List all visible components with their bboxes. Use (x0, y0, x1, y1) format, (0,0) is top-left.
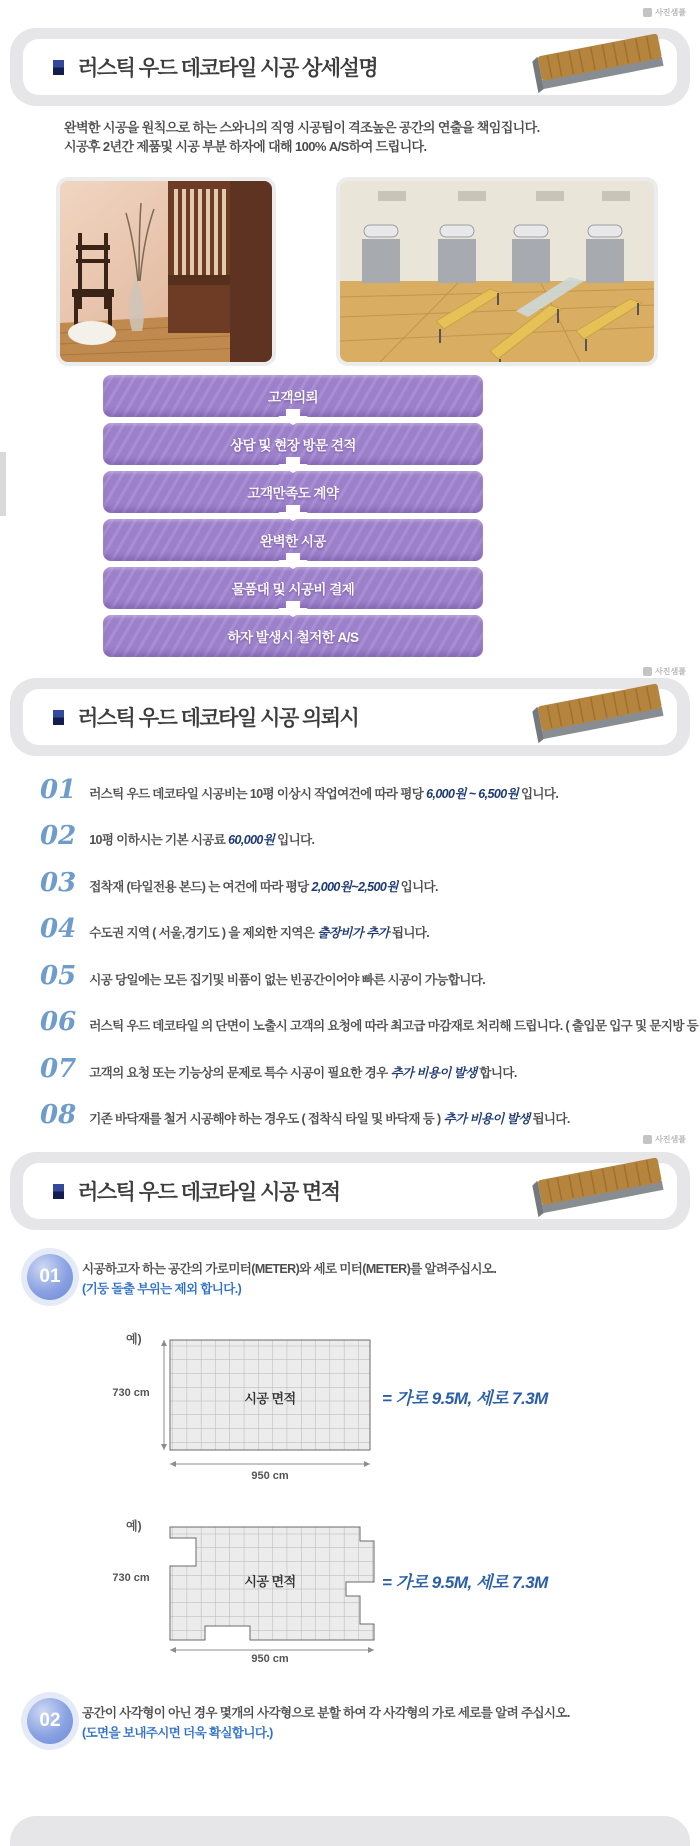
notice-text: 10평 이하시는 기본 시공료 60,000원 입니다. (89, 833, 315, 847)
photo-sample-watermark: 사진샘플 (643, 1134, 686, 1145)
wood-tile-icon (524, 31, 674, 101)
watermark-icon (643, 667, 652, 676)
notice-number: 06 (40, 1009, 77, 1036)
notice-item (40, 777, 700, 804)
step-01-badge: 01 (27, 1254, 73, 1300)
height-dimension-label: 730 cm (112, 1387, 150, 1399)
dimension-result: = 가로 9.5M, 세로 7.3M (382, 1389, 548, 1408)
notice-emphasis: 60,000원 (228, 833, 275, 847)
wood-tile-icon (524, 681, 674, 751)
notice-item (40, 916, 700, 943)
notice-number: 02 (40, 823, 77, 850)
step-01-text (82, 1259, 496, 1299)
notice-item (40, 1102, 700, 1129)
notice-text: 접착재 (타일전용 본드) 는 여건에 따라 평당 2,000원~2,500원 입니다. (89, 880, 438, 894)
notice-emphasis: 추가 비용이 발생 (443, 1112, 530, 1126)
notice-number: 08 (40, 1102, 77, 1129)
flow-step-after-service: 하자 발생시 철저한 A/S (103, 615, 483, 657)
notice-number: 03 (40, 870, 77, 897)
photo-sample-watermark: 사진샘플 (643, 7, 686, 18)
left-edge-artifact (0, 452, 6, 516)
notice-number: 05 (40, 963, 77, 990)
notice-item (40, 963, 700, 990)
notice-text: 시공 당일에는 모든 집기및 비품이 없는 빈공간이어야 빠른 시공이 가능합니다. (89, 973, 486, 987)
floor-grid-irregular (158, 1520, 384, 1660)
width-dimension-label: 950 cm (251, 1470, 289, 1482)
notice-emphasis: 2,000원~2,500원 (311, 880, 398, 894)
example-label: 예) (126, 1519, 142, 1533)
notice-item (40, 870, 700, 897)
photo-interior-showroom (336, 177, 658, 366)
section-header-install-area (10, 1152, 690, 1230)
wood-tile-icon (524, 1155, 674, 1225)
notice-text: 기존 바닥재를 철거 시공해야 하는 경우도 ( 접착식 타일 및 바닥재 등 ) 추가 비용이 발생 됩니다. (89, 1112, 570, 1126)
step-02-line-2: (도면을 보내주시면 더욱 확실합니다.) (82, 1726, 273, 1740)
step-01-line-2: (기둥 돌출 부위는 제외 합니다.) (82, 1282, 242, 1296)
flow-step-perfect-install: 완벽한 시공 (103, 519, 483, 561)
down-arrow-icon (278, 457, 308, 473)
flow-step-consult-estimate: 상담 및 현장 방문 견적 (103, 423, 483, 465)
notice-text: 러스틱 우드 데코타일 시공비는 10평 이상시 작업여건에 따라 평당 6,000원 ~ 6,500원 입니다. (89, 787, 559, 801)
intro-text (64, 118, 540, 156)
down-arrow-icon (278, 553, 308, 569)
watermark-icon (643, 1135, 652, 1144)
flow-step-payment: 물품대 및 시공비 결제 (103, 567, 483, 609)
section-title: 러스틱 우드 데코타일 시공 면적 (78, 1181, 340, 1204)
notice-item (40, 1009, 700, 1036)
install-area-label: 시공 면적 (244, 1391, 296, 1406)
notice-text: 러스틱 우드 데코타일 의 단면이 노출시 고객의 요청에 따라 최고급 마감재로 처리해 드립니다. ( 출입문 입구 및 문지방 등 (89, 1019, 699, 1033)
step-02-text (82, 1703, 570, 1743)
step-01-line-1: 시공하고자 하는 공간의 가로미터(METER)와 세로 미터(METER)를 알려주십시오. (82, 1262, 497, 1276)
notice-text: 수도권 지역 ( 서울,경기도 ) 을 제외한 지역은 출장비가 추가 됩니다. (89, 926, 430, 940)
notice-emphasis: 추가 비용이 발생 (390, 1066, 477, 1080)
install-area-label: 시공 면적 (244, 1574, 296, 1589)
notice-item (40, 1056, 700, 1083)
next-section-pill-cut (10, 1816, 690, 1846)
down-arrow-icon (278, 409, 308, 425)
notice-emphasis: 6,000원 ~ 6,500원 (426, 787, 519, 801)
dimension-result: = 가로 9.5M, 세로 7.3M (382, 1573, 548, 1592)
section-title: 러스틱 우드 데코타일 시공 의뢰시 (78, 707, 359, 730)
flow-step-contract: 고객만족도 계약 (103, 471, 483, 513)
notice-number: 07 (40, 1056, 77, 1083)
section-header-installation-detail (10, 28, 690, 106)
step-02-badge: 02 (27, 1698, 73, 1744)
intro-line-2: 시공후 2년간 제품및 시공 부분 하자에 대해 100% A/S하여 드립니다. (64, 139, 427, 154)
bullet-square-icon (53, 1184, 64, 1199)
interior-photo-art (60, 181, 272, 362)
photo-sample-watermark: 사진샘플 (643, 666, 686, 677)
intro-line-1: 완벽한 시공을 원칙으로 하는 스와니의 직영 시공팀이 격조높은 공간의 연출을 책임집니다. (64, 120, 540, 135)
section-title: 러스틱 우드 데코타일 시공 상세설명 (78, 57, 378, 80)
notice-item (40, 823, 700, 850)
step-02-line-1: 공간이 사각형이 아닌 경우 몇개의 사각형으로 분할 하여 각 사각형의 가로 세로를 알려 주십시오. (82, 1706, 570, 1720)
bullet-square-icon (53, 60, 64, 75)
width-dimension-label: 950 cm (251, 1653, 289, 1665)
notice-text: 고객의 요청 또는 기능상의 문제로 특수 시공이 필요한 경우 추가 비용이 발생 합니다. (89, 1066, 517, 1080)
bullet-square-icon (53, 710, 64, 725)
flow-step-customer-request: 고객의뢰 (103, 375, 483, 417)
notice-number: 04 (40, 916, 77, 943)
floor-grid-rectangle (158, 1332, 384, 1484)
notice-number: 01 (40, 777, 77, 804)
watermark-icon (643, 8, 652, 17)
showroom-photo-art (340, 181, 654, 362)
section-header-install-request (10, 678, 690, 756)
down-arrow-icon (278, 505, 308, 521)
example-label: 예) (126, 1332, 142, 1346)
photo-interior-partition (56, 177, 276, 366)
notice-emphasis: 출장비가 추가 (317, 926, 389, 940)
down-arrow-icon (278, 601, 308, 617)
height-dimension-label: 730 cm (112, 1572, 150, 1584)
